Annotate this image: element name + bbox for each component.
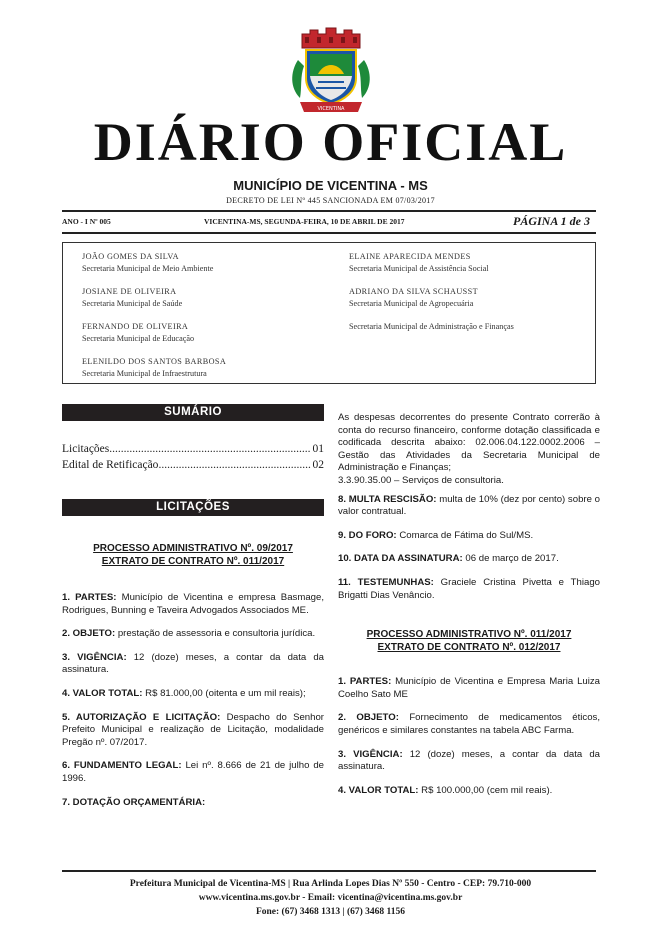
municipality-name: MUNICÍPIO DE VICENTINA - MS bbox=[233, 178, 428, 193]
crest-ribbon-text: VICENTINA bbox=[317, 106, 345, 112]
edition-date: VICENTINA-MS, SEGUNDA-FEIRA, 10 DE ABRIL DE 2017 bbox=[204, 217, 405, 226]
clause: 3. VIGÊNCIA: 12 (doze) meses, a contar da data da assinatura. bbox=[338, 748, 600, 773]
clause: 9. DO FORO: Comarca de Fátima do Sul/MS. bbox=[338, 529, 534, 541]
signatory-role: Secretaria Municipal de Meio Ambiente bbox=[82, 264, 214, 273]
signatory-role: Secretaria Municipal de Saúde bbox=[82, 299, 183, 308]
clause: 1. PARTES: Município de Vicentina e empresa Basmage, Rodrigues, Bunning e Taveira Advogados Associados ME. bbox=[62, 592, 324, 616]
clause: 8. MULTA RESCISÃO: multa de 10% (dez por cento) sobre o valor contratual. bbox=[338, 493, 600, 518]
clause: 5. AUTORIZAÇÃO E LICITAÇÃO: Despacho do Senhor Prefeito Municipal e realização de Licitação, modalidade Pregão nº. 07/2017. bbox=[62, 711, 325, 748]
summary-item[interactable] bbox=[62, 457, 324, 473]
summary-item[interactable] bbox=[62, 441, 324, 457]
edition-number: ANO - I Nº 005 bbox=[62, 217, 111, 226]
summary-item-label: Edital de Retificação bbox=[62, 459, 159, 471]
right-column bbox=[338, 412, 600, 797]
signatory-role: Secretaria Municipal de Agropecuária bbox=[349, 299, 474, 308]
masthead-title: DIÁRIO OFICIAL bbox=[93, 112, 568, 172]
signatory-role: Secretaria Municipal de Assistência Social bbox=[349, 264, 489, 273]
signature-block bbox=[82, 286, 182, 310]
signatory-role: Secretaria Municipal de Administração e Finanças bbox=[349, 322, 514, 331]
clause: 1. PARTES: Município de Vicentina e Empresa Maria Luiza Coelho Sato ME bbox=[338, 676, 601, 700]
municipal-coat-of-arms bbox=[288, 26, 374, 114]
clause-heading: 7. DOTAÇÃO ORÇAMENTÁRIA: bbox=[62, 796, 206, 808]
process-heading: PROCESSO ADMINISTRATIVO Nº. 011/2017 EXTRATO DE CONTRATO Nº. 012/2017 bbox=[366, 629, 572, 654]
footer-web-email[interactable]: www.vicentina.ms.gov.br - Email: vicentina@vicentina.ms.gov.br bbox=[198, 893, 463, 903]
clause: 3. VIGÊNCIA: 12 (doze) meses, a contar da data da assinatura. bbox=[62, 651, 324, 676]
process-heading: PROCESSO ADMINISTRATIVO Nº. 09/2017 EXTRATO DE CONTRATO Nº. 011/2017 bbox=[93, 543, 293, 567]
signature-block bbox=[82, 356, 226, 380]
footer-rule bbox=[62, 870, 596, 872]
signatory-role: Secretaria Municipal de Infraestrutura bbox=[82, 369, 207, 378]
clause: 11. TESTEMUNHAS: Graciele Cristina Pivetta e Thiago Brigatti Dias Venâncio. bbox=[338, 576, 600, 601]
clause-continued: 3.3.90.35.00 – Serviços de consultoria. bbox=[338, 474, 504, 486]
bottom-rule bbox=[62, 232, 596, 234]
signatory-name: ADRIANO DA SILVA SCHAUSST bbox=[349, 287, 478, 296]
clause: 4. VALOR TOTAL: R$ 100.000,00 (cem mil reais). bbox=[338, 784, 553, 796]
footer-address: Prefeitura Municipal de Vicentina-MS | Rua Arlinda Lopes Dias Nº 550 - Centro - CEP: 79.710-000 bbox=[129, 879, 532, 889]
clause: 4. VALOR TOTAL: R$ 81.000,00 (oitenta e um mil reais); bbox=[62, 687, 306, 699]
signature-block bbox=[349, 251, 489, 275]
summary-list bbox=[62, 441, 324, 473]
signatory-name: ELAINE APARECIDA MENDES bbox=[349, 252, 471, 261]
signatures-box bbox=[62, 242, 596, 384]
summary-heading: SUMÁRIO bbox=[62, 404, 324, 421]
signature-block bbox=[349, 321, 529, 333]
signatory-name: FERNANDO DE OLIVEIRA bbox=[82, 322, 189, 331]
signatory-name: JOÃO GOMES DA SILVA bbox=[82, 252, 179, 261]
left-column bbox=[62, 404, 324, 809]
signature-block bbox=[349, 286, 478, 310]
summary-item-page: 02 bbox=[312, 459, 324, 471]
footer bbox=[0, 877, 661, 919]
footer-phones: Fone: (67) 3468 1313 | (67) 3468 1156 bbox=[255, 907, 406, 917]
decree-line: DECRETO DE LEI Nº 445 SANCIONADA EM 07/03/2017 bbox=[226, 196, 435, 205]
page-indicator: PÁGINA 1 de 3 bbox=[512, 214, 590, 228]
licitacoes-heading: LICITAÇÕES bbox=[62, 499, 324, 516]
edition-bar bbox=[62, 214, 596, 230]
clause: 2. OBJETO: Fornecimento de medicamentos éticos, genéricos e similares constantes na tabela ABC Farma. bbox=[338, 712, 600, 736]
top-rule bbox=[62, 210, 596, 212]
clause-continued: As despesas decorrentes do presente Contrato correrão à conta do recurso financeiro, conforme dotação classificada e codificada descrita abaixo: 02.006.04.122.0002.2006 – Gestão das Atividades da Secretaria Municipal de Administração e Finanças; bbox=[338, 412, 600, 474]
signatory-name: ELENILDO DOS SANTOS BARBOSA bbox=[82, 357, 227, 366]
summary-item-label: Licitações bbox=[62, 443, 110, 455]
clause: 10. DATA DA ASSINATURA: 06 de março de 2017. bbox=[338, 553, 559, 565]
signature-block bbox=[82, 321, 194, 345]
clause: 6. FUNDAMENTO LEGAL: Lei nº. 8.666 de 21 de julho de 1996. bbox=[62, 760, 324, 784]
signatory-name: JOSIANE DE OLIVEIRA bbox=[82, 287, 177, 296]
signature-block bbox=[82, 251, 213, 275]
clause: 2. OBJETO: prestação de assessoria e consultoria jurídica. bbox=[62, 628, 316, 640]
signatory-role: Secretaria Municipal de Educação bbox=[82, 334, 195, 343]
summary-item-page: 01 bbox=[312, 443, 324, 455]
